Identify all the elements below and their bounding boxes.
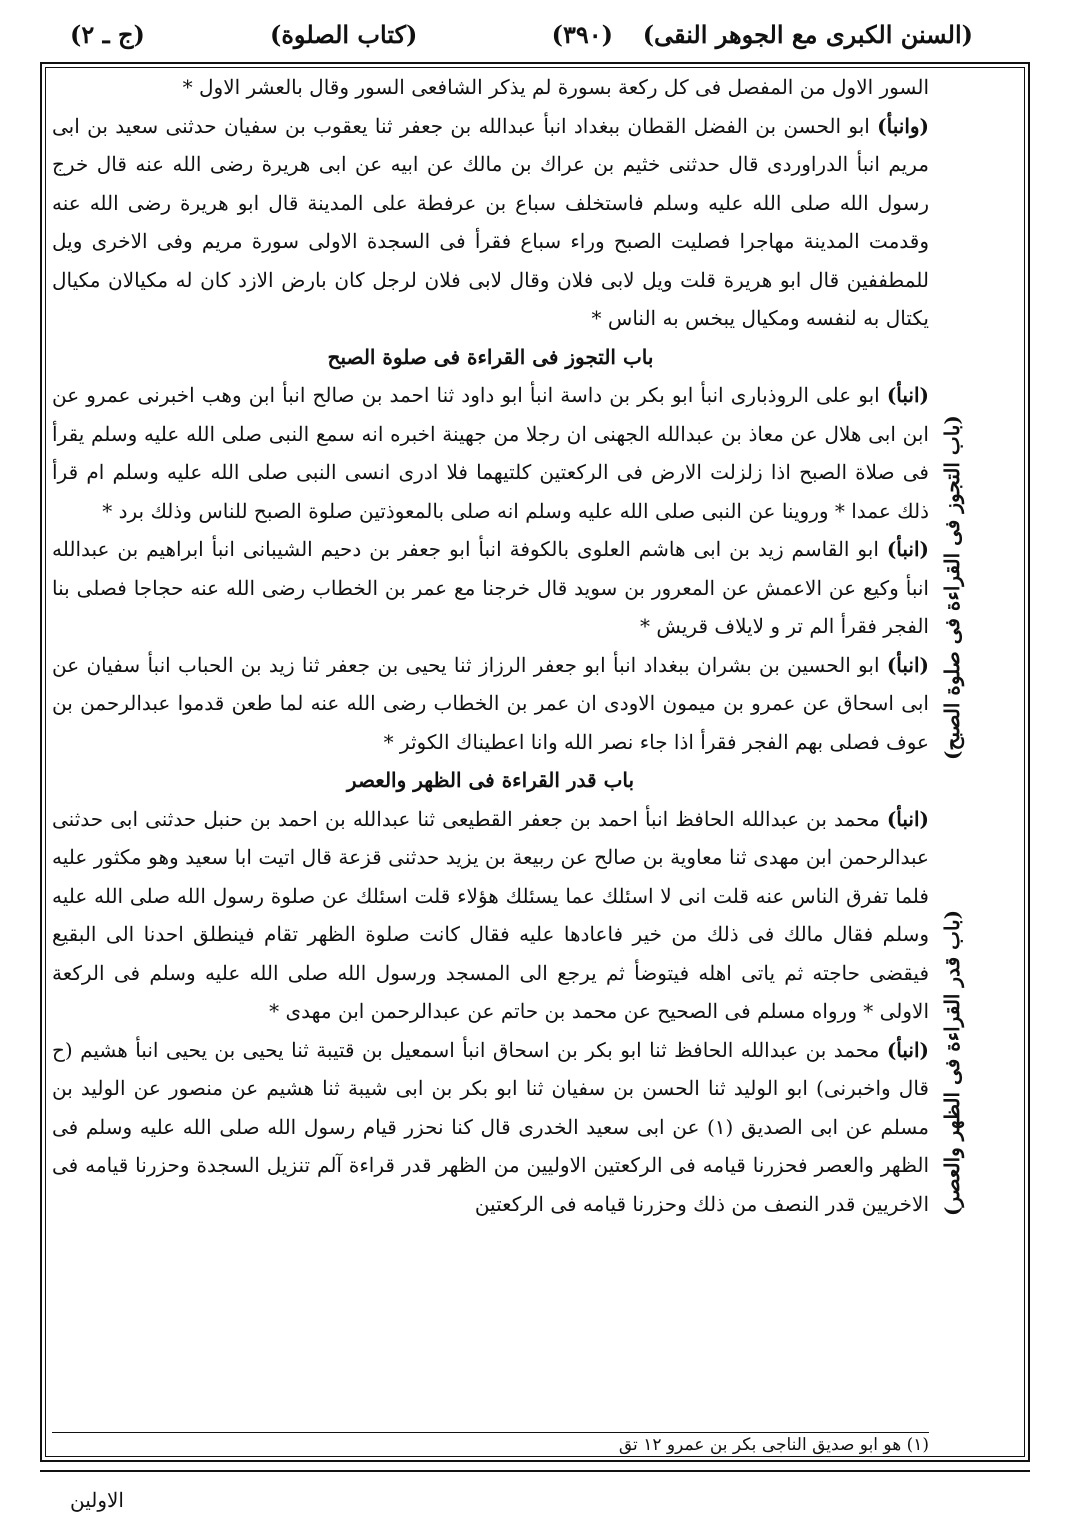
chapter-heading: باب التجوز فى القراءة فى صلوة الصبح — [327, 344, 654, 369]
catchword: الاولين — [70, 1488, 124, 1512]
page-header — [60, 20, 973, 60]
margin-note: (باب قدر القراءة فى الظهر والعصر) — [940, 910, 964, 1217]
chapter-heading: باب قدر القراءة فى الظهر والعصر — [346, 768, 635, 792]
hadith-lead: (انبأ) — [886, 1037, 930, 1062]
margin-note: (باب التجوز فى القراءة فى صلوة الصبح) — [940, 415, 964, 760]
main-text — [52, 68, 929, 1223]
section-title: (كتاب الصلوة) — [270, 20, 418, 49]
paragraph: (انبأ) ابو على الروذبارى انبأ ابو بكر بن داسة انبأ ابو داود ثنا احمد بن صالح انبأ ابن وهب اخبرنى عمرو عن ابن ابى هلال عن معاذ بن عبدالله الجهنى ان رجلا من جهينة اخبره انه سمع النبى صلى الله عليه وسلم يقرأ فى صلاة الصبح اذا زلزلت الارض فى الركعتين كلتيهما فلا ادرى انسى النبى صلى الله عليه وسلم ام قرأ ذلك عمدا * وروينا عن النبى صلى الله عليه وسلم انه صلى بالمعوذتين صلوة الصبح للناس وذلك برد * — [52, 383, 930, 523]
paragraph: (انبأ) محمد بن عبدالله الحافظ ثنا ابو بكر بن اسحاق انبأ اسمعيل بن قتيبة ثنا يحيى بن يحيى انبأ هشيم (ح قال واخبرنى) ابو الوليد ثنا الحسن بن سفيان ثنا ابو بكر بن ابى شيبة ثنا هشيم عن منصور عن الوليد بن مسلم عن ابى الصديق (١) عن ابى سعيد الخدرى قال كنا نحزر قيام رسول الله صلى الله عليه وسلم فى الظهر والعصر فحزرنا قيامه فى الركعتين الاوليين من الظهر قدر قراءة آلم تنزيل السجدة وحزرنا قيامه فى الاخريين قدر النصف من ذلك وحزرنا قيامه فى الركعتين — [52, 1037, 930, 1216]
volume-label: (ج ـ ٢) — [70, 20, 145, 49]
paragraph: (وانبأ) ابو الحسن بن الفضل القطان ببغداد انبأ عبدالله بن جعفر ثنا يعقوب بن سفيان حدثنى سعيد بن ابى مريم انبأ الدراوردى قال حدثنى خثيم بن عراك بن مالك عن ابيه عن ابى هريرة رضى الله عنه قال خرج رسول الله صلى الله عليه وسلم فاستخلف سباع بن عرفطة على المدينة قال ابو هريرة رضى الله عنه وقدمت المدينة مهاجرا فصليت الصبح وراء سباع فقرأ فى السجدة الاولى سورة مريم وفى الاخرى ويل للمطففين قال ابو هريرة قلت ويل لابى فلان وقال لابى فلان لرجل كان بارض الازد كان له مكيالان مكيال يكتال به لنفسه ومكيال يبخس به الناس * — [52, 113, 929, 330]
hadith-lead: (انبأ) — [886, 383, 930, 407]
footnote: (١) هو ابو صديق الناجى بكر بن عمرو ١٢ تق — [618, 1435, 929, 1455]
page-number: (٣٩٠) — [551, 20, 613, 49]
hadith-lead: (انبأ) — [886, 652, 929, 677]
paragraph: (انبأ) ابو القاسم زيد بن ابى هاشم العلوى بالكوفة انبأ ابو جعفر بن دحيم الشيبانى انبأ ابراهيم بن عبدالله انبأ وكيع عن الاعمش عن المعرور بن سويد قال خرجنا مع عمر بن الخطاب رضى الله عنه حجاجا فصلى بنا الفجر فقرأ الم تر و لايلاف قريش * — [52, 537, 930, 638]
hadith-lead: (انبأ) — [886, 806, 929, 831]
book-title: (السنن الكبرى مع الجوهر النقى) — [642, 20, 973, 49]
hadith-lead: (وانبأ) — [877, 113, 929, 138]
hadith-lead: (انبأ) — [886, 537, 930, 561]
paragraph: (انبأ) ابو الحسين بن بشران ببغداد انبأ ابو جعفر الرزاز ثنا يحيى بن جعفر ثنا زيد بن الحباب انبأ سفيان عن ابى اسحاق عن عمرو بن ميمون الاودى ان عمر بن الخطاب رضى الله عنه لما طعن قدموا عبدالرحمن بن عوف فصلى بهم الفجر فقرأ اذا جاء نصر الله وانا اعطيناك الكوثر * — [52, 652, 929, 754]
paragraph: (انبأ) محمد بن عبدالله الحافظ انبأ احمد بن جعفر القطيعى ثنا عبدالله بن احمد بن حنبل حدثنى ابى حدثنى عبدالرحمن ابن مهدى ثنا معاوية بن صالح عن ربيعة بن يزيد حدثنى قزعة قال اتيت ابا سعيد وهو مكثور عليه فلما تفرق الناس عنه قلت انى لا اسئلك عما يسئلك هؤلاء قلت اسئلك عن صلوة رسول الله صلى الله عليه وسلم فقال مالك فى ذلك من خير فاعادها عليه فقال كانت صلوة الظهر تقام فينطلق احدنا الى البقيع فيقضى حاجته ثم ياتى اهله فيتوضأ ثم يرجع الى المسجد ورسول الله صلى الله عليه وسلم فى الركعة الاولى * ورواه مسلم فى الصحيح عن محمد بن حاتم عن عبدالرحمن ابن مهدى * — [52, 806, 929, 1023]
paragraph: السور الاول من المفصل فى كل ركعة بسورة لم يذكر الشافعى السور وقال بالعشر الاول * — [182, 75, 929, 99]
bottom-divider — [40, 1470, 1030, 1472]
